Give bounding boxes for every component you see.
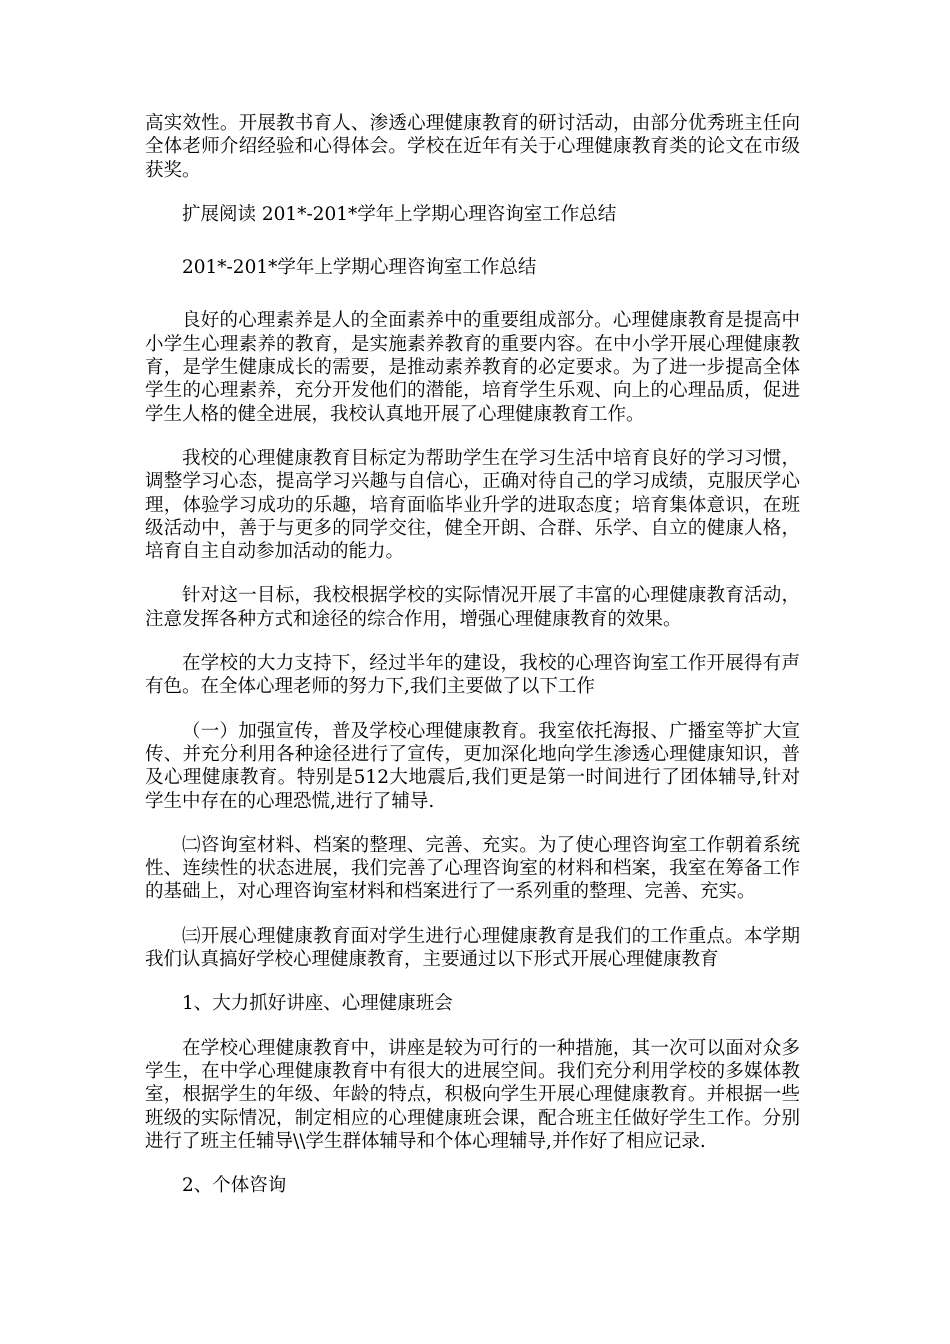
- paragraph-support: 在学校的大力支持下，经过半年的建设，我校的心理咨询室工作开展得有声有色。在全体心理老师的努力下,我们主要做了以下工作: [145, 653, 800, 698]
- paragraph-activities: 针对这一目标，我校根据学校的实际情况开展了丰富的心理健康教育活动，注意发挥各种方式和途径的综合作用，增强心理健康教育的效果。: [145, 585, 800, 630]
- document-body: [145, 112, 800, 1218]
- subheading-individual-counseling: 2、个体咨询: [182, 1175, 287, 1197]
- paragraph-item-1: （一）加强宣传，普及学校心理健康教育。我室依托海报、广播室等扩大宣传、并充分利用各种途径进行了宣传，更加深化地向学生渗透心理健康知识，普及心理健康教育。特别是512大地震后,我们更是第一时间进行了团体辅导,针对学生中存在的心理恐慌,进行了辅导.: [145, 720, 800, 812]
- paragraph-lectures: 在学校心理健康教育中，讲座是较为可行的一种措施，其一次可以面对众多学生，在中学心理健康教育中有很大的进展空间。我们充分利用学校的多媒体教室，根据学生的年级、年龄的特点，积极向学生开展心理健康教育。并根据一些班级的实际情况，制定相应的心理健康班会课，配合班主任做好学生工作。分别进行了班主任辅导\\学生群体辅导和个体心理辅导,并作好了相应记录.: [145, 1037, 800, 1152]
- extended-reading-title: 扩展阅读 201*-201*学年上学期心理咨询室工作总结: [182, 203, 617, 225]
- paragraph-item-2: ㈡咨询室材料、档案的整理、完善、充实。为了使心理咨询室工作朝着系统性、连续性的状态进展，我们完善了心理咨询室的材料和档案，我室在筹备工作的基础上，对心理咨询室材料和档案进行了一系列重的整理、完善、充实。: [145, 834, 800, 903]
- paragraph-intro: 良好的心理素养是人的全面素养中的重要组成部分。心理健康教育是提高中小学生心理素养的教育，是实施素养教育的重要内容。在中小学开展心理健康教育，是学生健康成长的需要，是推动素养教育的必定要求。为了进一步提高全体学生的心理素养，充分开发他们的潜能，培育学生乐观、向上的心理品质，促进学生人格的健全进展，我校认真地开展了心理健康教育工作。: [145, 310, 800, 425]
- paragraph-goals: 我校的心理健康教育目标定为帮助学生在学习生活中培育良好的学习习惯，调整学习心态，提高学习兴趣与自信心，正确对待自己的学习成绩，克服厌学心理，体验学习成功的乐趣，培育面临毕业升学的进取态度；培育集体意识，在班级活动中，善于与更多的同学交往，健全开朗、合群、乐学、自立的健康人格，培育自主自动参加活动的能力。: [145, 447, 800, 563]
- subheading-lectures: 1、大力抓好讲座、心理健康班会: [182, 993, 453, 1015]
- section-title: 201*-201*学年上学期心理咨询室工作总结: [182, 257, 537, 279]
- paragraph-continuation: 高实效性。开展教书育人、渗透心理健康教育的研讨活动，由部分优秀班主任向全体老师介绍经验和心得体会。学校在近年有关于心理健康教育类的论文在市级获奖。: [145, 113, 800, 181]
- paragraph-item-3: ㈢开展心理健康教育面对学生进行心理健康教育是我们的工作重点。本学期我们认真搞好学校心理健康教育，主要通过以下形式开展心理健康教育: [145, 925, 800, 971]
